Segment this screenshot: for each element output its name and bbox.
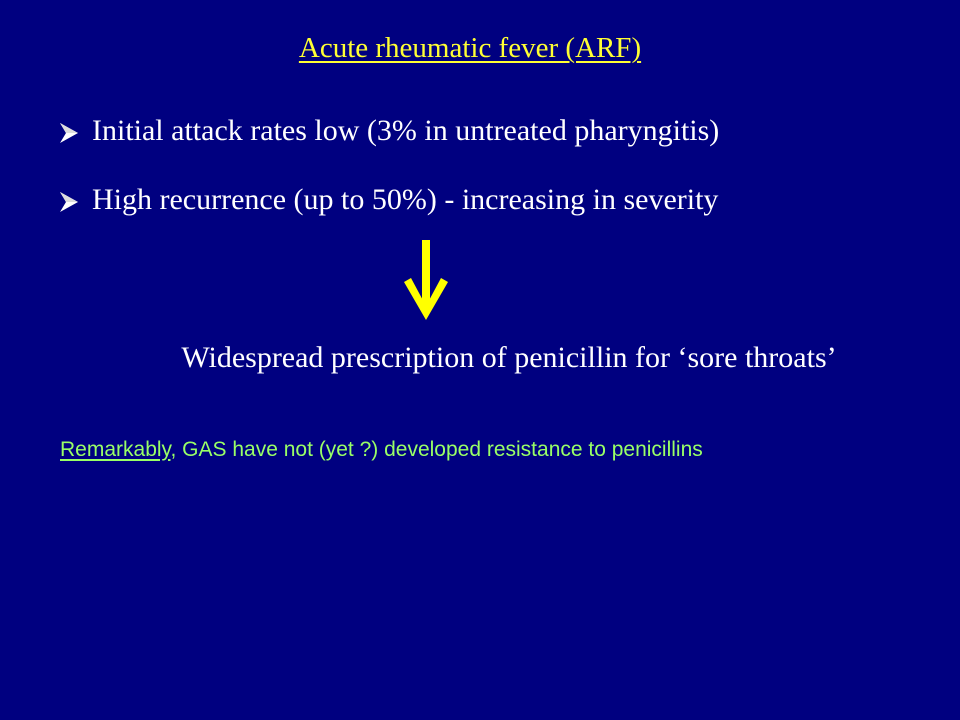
note-rest: , GAS have not (yet ?) developed resistance to penicillins — [170, 438, 703, 461]
note-text — [60, 438, 703, 462]
bullet-text: High recurrence (up to 50%) - increasing in severity — [92, 183, 719, 216]
down-arrow-icon — [402, 240, 450, 322]
bullet-item — [58, 183, 718, 217]
note-emphasis: Remarkably — [60, 438, 171, 461]
bullet-text: Initial attack rates low (3% in untreated pharyngitis) — [92, 114, 720, 147]
arrowhead-bullet-icon — [58, 185, 92, 215]
conclusion-text: Widespread prescription of penicillin for ‘sore throats’ — [181, 341, 837, 374]
slide-title: Acute rheumatic fever (ARF) — [298, 32, 642, 64]
arrowhead-bullet-icon — [58, 116, 92, 146]
bullet-item — [58, 114, 719, 148]
